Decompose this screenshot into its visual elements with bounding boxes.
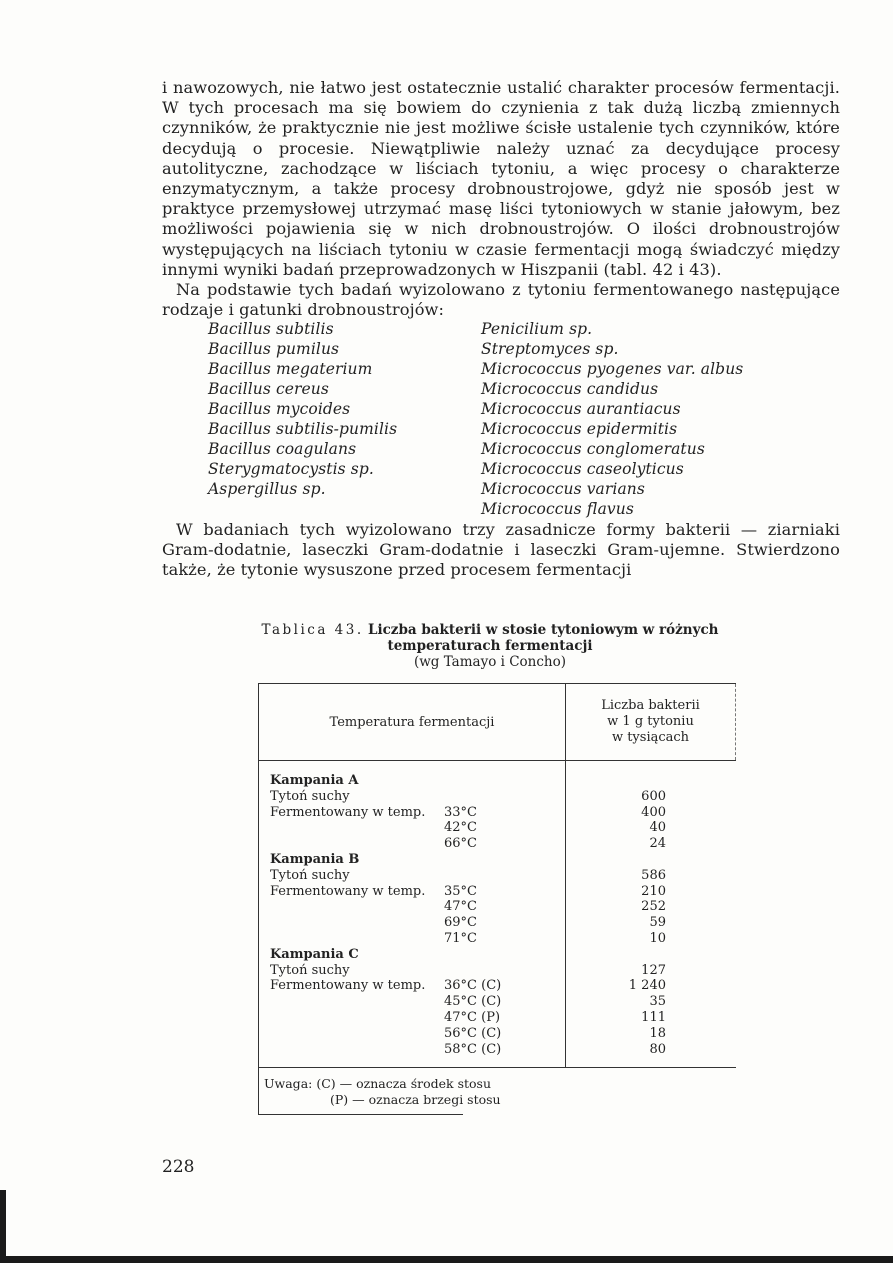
table-caption <box>230 622 750 670</box>
row-label: Fermentowany w temp. <box>270 804 426 820</box>
row-temperature: 47°C (P) <box>444 1009 501 1025</box>
row-label: Kampania B <box>270 851 360 867</box>
row-bacteria-count: 127 <box>641 962 666 978</box>
row-temperature: 36°C (C) <box>444 978 502 994</box>
table-row <box>259 868 736 884</box>
table-caption-source: (wg Tamayo i Concho) <box>413 654 567 670</box>
scan-edge-bottom <box>0 1256 893 1263</box>
species_right-item: Micrococcus epidermitis <box>481 419 678 438</box>
row-bacteria-count: 210 <box>641 883 666 899</box>
table-row <box>259 963 736 979</box>
species_left-item: Bacillus subtilis-pumilis <box>208 419 398 438</box>
species_left-item: Bacillus cereus <box>208 380 329 399</box>
row-temperature: 42°C <box>444 820 477 836</box>
table-row <box>259 994 736 1010</box>
table-row <box>259 789 736 805</box>
row-temperature: 33°C <box>444 804 477 820</box>
table-note-line-2: (P) — oznacza brzegi stosu <box>330 1092 501 1108</box>
table-row <box>259 978 736 994</box>
row-temperature: 66°C <box>444 836 477 852</box>
row-bacteria-count: 59 <box>649 915 666 931</box>
table-row <box>259 1042 736 1058</box>
table-group-row <box>259 852 736 868</box>
table-row <box>259 899 736 915</box>
row-temperature <box>444 868 565 884</box>
row-label: Tytoń suchy <box>270 962 350 978</box>
bacteria-table <box>258 683 736 1115</box>
table-row <box>259 820 736 836</box>
row-label: Tytoń suchy <box>270 788 350 804</box>
table-row <box>259 836 736 852</box>
row-bacteria-count: 80 <box>649 1041 666 1057</box>
row-label <box>259 1010 444 1026</box>
row-temperature: 71°C <box>444 930 477 946</box>
species-list-right <box>481 320 801 519</box>
row-bacteria-count: 600 <box>641 788 666 804</box>
row-temperature <box>444 963 565 979</box>
row-bacteria-count: 10 <box>649 930 666 946</box>
body-text <box>162 78 840 580</box>
paragraph-3: W badaniach tych wyizolowano trzy zasadnicze formy bakterii — ziarniaki Gram-dodatnie, laseczki Gram-dodatnie i laseczki Gram-ujemne. Stwierdzono także, że tytonie wysuszone przed procesem fermentacji <box>162 519 840 579</box>
table-row <box>259 915 736 931</box>
species_right-item: Micrococcus varians <box>481 479 645 498</box>
row-label <box>259 915 444 931</box>
paragraph-2: Na podstawie tych badań wyizolowano z tytoniu fermentowanego następujące rodzaje i gatunki drobnoustrojów: <box>162 280 840 320</box>
table-group-row <box>259 947 736 963</box>
species_left-item: Sterygmatocystis sp. <box>208 459 374 478</box>
table-row <box>259 931 736 947</box>
species_right-item: Streptomyces sp. <box>481 340 619 359</box>
species_left-item: Bacillus subtilis <box>208 320 334 339</box>
row-bacteria-count: 35 <box>649 994 666 1010</box>
row-bacteria-count: 24 <box>649 836 666 852</box>
table-caption-title: Liczba bakterii w stosie tytoniowym w różnych temperaturach fermentacji <box>367 622 719 654</box>
header-bacteria-count: Liczba bakterii w 1 g tytoniu w tysiącach <box>566 684 736 760</box>
table-row <box>259 884 736 900</box>
row-temperature: 45°C (C) <box>444 994 502 1010</box>
species_right-item: Micrococcus aurantiacus <box>481 400 681 419</box>
row-label <box>259 899 444 915</box>
row-label <box>259 1042 444 1058</box>
table-body <box>258 761 736 1067</box>
table-row <box>259 1010 736 1026</box>
row-label: Fermentowany w temp. <box>270 883 426 899</box>
species_left-item: Aspergillus sp. <box>208 479 326 498</box>
species_right-item: Micrococcus caseolyticus <box>481 459 684 478</box>
row-temperature: 47°C <box>444 899 477 915</box>
row-bacteria-count: 1 240 <box>628 978 666 994</box>
species_right-item: Micrococcus conglomeratus <box>481 439 705 458</box>
row-bacteria-count: 18 <box>649 1025 666 1041</box>
row-bacteria-count: 400 <box>641 804 666 820</box>
species-list <box>208 320 840 519</box>
row-bacteria-count: 252 <box>641 899 666 915</box>
row-bacteria-count: 586 <box>641 867 666 883</box>
table-footer-rule <box>258 1114 463 1115</box>
row-label <box>259 931 444 947</box>
species_right-item: Penicilium sp. <box>481 320 593 339</box>
page-number: 228 <box>162 1157 195 1177</box>
row-label: Kampania C <box>270 946 359 962</box>
row-bacteria-count: 111 <box>641 1009 666 1025</box>
paragraph-1: i nawozowych, nie łatwo jest ostatecznie ustalić charakter procesów fermentacji. W tych procesach ma się bowiem do czynienia z tak dużą liczbą zmiennych czynników, że praktycznie nie jest możliwe ścisłe ustalenie tych czynników, które decydują o procesie. Niewątpliwie należy uznać za decydujące procesy autolityczne, zachodzące w liściach tytoniu, a więc procesy o charakterze enzymatycznym, a także procesy drobnoustrojowe, gdyż nie sposób jest w praktyce przemysłowej utrzymać masę liści tytoniowych w stanie jałowym, bez możliwości pojawienia się w nich drobnoustrojów. O ilości drobnoustrojów występujących na liściach tytoniu w czasie fermentacji mogą świadczyć między innymi wyniki badań przeprowadzonych w Hiszpanii (tabl. 42 i 43). <box>162 78 840 279</box>
table-caption-prefix: Tablica 43. <box>261 622 364 638</box>
species_left-item: Bacillus mycoides <box>208 400 351 419</box>
header-temperature: Temperatura fermentacji <box>258 684 566 760</box>
row-temperature: 56°C (C) <box>444 1025 502 1041</box>
row-label <box>259 820 444 836</box>
row-label <box>259 1026 444 1042</box>
row-temperature <box>444 789 565 805</box>
table-note <box>258 1067 736 1114</box>
species_right-item: Micrococcus candidus <box>481 380 659 399</box>
species-list-left <box>208 320 481 519</box>
table-group-row <box>259 773 736 789</box>
species_left-item: Bacillus coagulans <box>208 439 357 458</box>
row-label: Tytoń suchy <box>270 867 350 883</box>
table-row <box>259 1026 736 1042</box>
row-temperature: 69°C <box>444 915 477 931</box>
row-temperature: 35°C <box>444 883 477 899</box>
row-label: Fermentowany w temp. <box>270 978 426 994</box>
table-note-line-1: Uwaga: (C) — oznacza środek stosu <box>264 1076 492 1092</box>
row-bacteria-count: 40 <box>649 820 666 836</box>
species_right-item: Micrococcus flavus <box>481 499 634 518</box>
row-label <box>259 994 444 1010</box>
scan-edge-left <box>0 1190 6 1263</box>
species_left-item: Bacillus megaterium <box>208 360 373 379</box>
row-temperature: 58°C (C) <box>444 1041 502 1057</box>
row-label: Kampania A <box>270 773 359 788</box>
table-row <box>259 805 736 821</box>
species_right-item: Micrococcus pyogenes var. albus <box>481 360 744 379</box>
table-header <box>258 684 736 761</box>
species_left-item: Bacillus pumilus <box>208 340 340 359</box>
row-label <box>259 836 444 852</box>
